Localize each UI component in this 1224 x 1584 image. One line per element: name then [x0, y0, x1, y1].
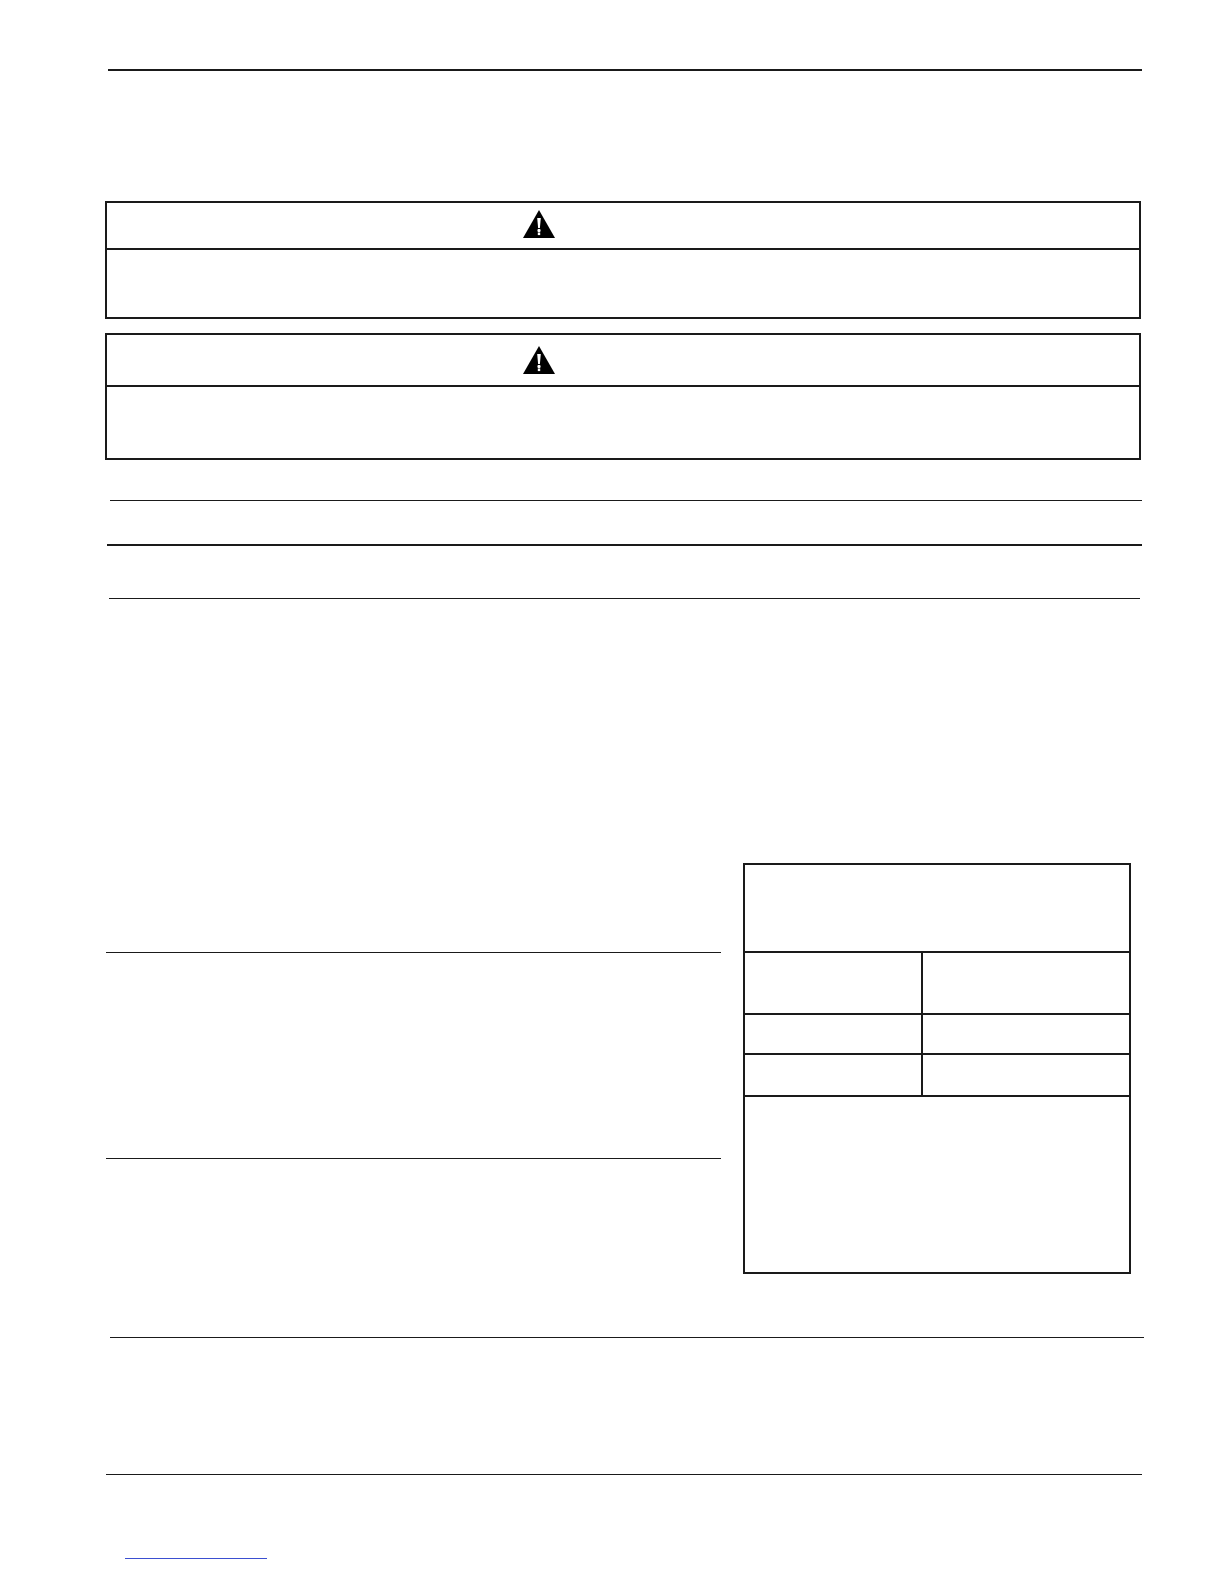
footer-rule: [106, 1474, 1142, 1475]
warning-box: [105, 201, 1141, 319]
side-table-title: [745, 865, 1129, 953]
table-cell: [923, 1015, 1129, 1055]
column-rule: [106, 1158, 721, 1159]
table-cell: [745, 1055, 923, 1097]
table-cell: [923, 1055, 1129, 1097]
section-rule: [109, 598, 1140, 599]
warning-triangle-icon: [522, 209, 556, 239]
section-rule: [110, 500, 1142, 501]
table-cell: [923, 953, 1129, 1015]
warning-box-header: [107, 203, 1139, 250]
table-cell: [745, 1015, 923, 1055]
warning-box: [105, 333, 1141, 460]
section-rule: [107, 544, 1142, 546]
warning-triangle-icon: [522, 345, 556, 375]
table-cell: [745, 953, 923, 1015]
warning-box-header: [107, 335, 1139, 387]
column-rule: [106, 952, 721, 953]
link-underline: [125, 1558, 267, 1559]
top-rule: [108, 69, 1142, 71]
side-table-footer: [745, 1097, 1129, 1272]
footer-link[interactable]: [125, 1540, 267, 1560]
section-rule: [110, 1337, 1144, 1338]
side-table: [743, 863, 1131, 1274]
